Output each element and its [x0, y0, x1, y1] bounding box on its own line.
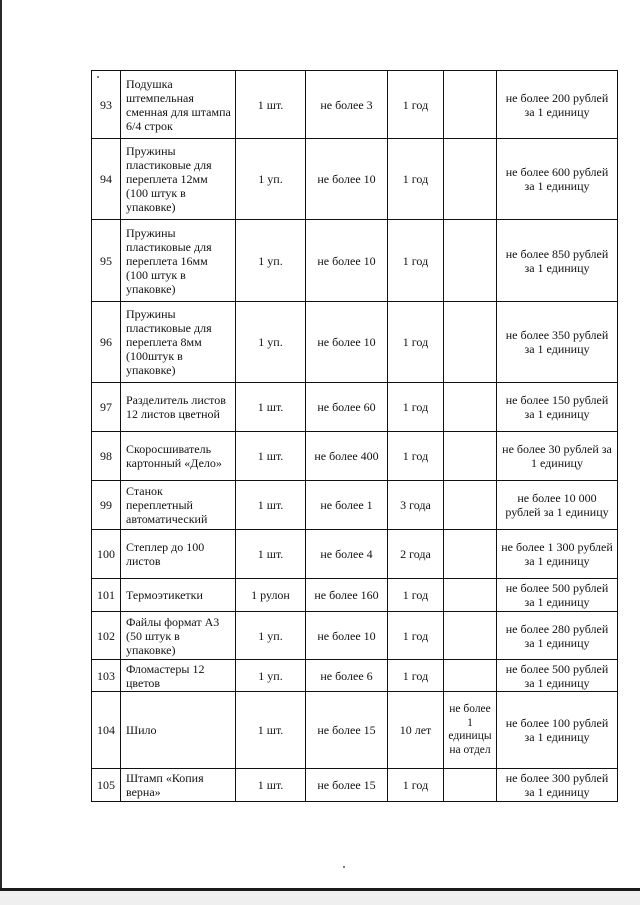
note	[444, 579, 497, 612]
quantity: не более 3	[306, 71, 388, 139]
unit: 1 шт.	[236, 530, 306, 579]
row-number: 93	[92, 71, 121, 139]
table-row	[92, 383, 618, 432]
row-number: 98	[92, 432, 121, 481]
service-term: 1 год	[388, 383, 444, 432]
unit: 1 шт.	[236, 383, 306, 432]
quantity: не более 10	[306, 302, 388, 383]
note	[444, 612, 497, 660]
quantity: не более 10	[306, 139, 388, 220]
row-number: 97	[92, 383, 121, 432]
item-name: Файлы формат А3 (50 штук в упаковке)	[121, 612, 236, 660]
service-term: 2 года	[388, 530, 444, 579]
service-term: 1 год	[388, 660, 444, 692]
unit: 1 рулон	[236, 579, 306, 612]
quantity: не более 15	[306, 692, 388, 769]
price-limit: не более 280 рублей за 1 единицу	[497, 612, 618, 660]
price-limit: не более 30 рублей за 1 единицу	[497, 432, 618, 481]
table-row	[92, 692, 618, 769]
price-limit: не более 150 рублей за 1 единицу	[497, 383, 618, 432]
note	[444, 481, 497, 530]
row-number: 94	[92, 139, 121, 220]
unit: 1 шт.	[236, 432, 306, 481]
note	[444, 71, 497, 139]
quantity: не более 160	[306, 579, 388, 612]
scan-speck	[343, 866, 345, 868]
unit: 1 уп.	[236, 660, 306, 692]
note: не более 1 единицы на отдел	[444, 692, 497, 769]
item-name: Станок переплетный автоматический	[121, 481, 236, 530]
price-limit: не более 850 рублей за 1 единицу	[497, 220, 618, 302]
item-name: Степлер до 100 листов	[121, 530, 236, 579]
unit: 1 шт.	[236, 71, 306, 139]
table-row	[92, 660, 618, 692]
price-limit: не более 500 рублей за 1 единицу	[497, 579, 618, 612]
item-name: Пружины пластиковые для переплета 8мм (100штук в упаковке)	[121, 302, 236, 383]
supplies-table	[91, 70, 618, 802]
unit: 1 уп.	[236, 612, 306, 660]
row-number: 104	[92, 692, 121, 769]
table-row	[92, 530, 618, 579]
item-name: Подушка штемпельная сменная для штампа 6/4 строк	[121, 71, 236, 139]
item-name: Штамп «Копия верна»	[121, 769, 236, 802]
item-name: Термоэтикетки	[121, 579, 236, 612]
unit: 1 шт.	[236, 769, 306, 802]
price-limit: не более 200 рублей за 1 единицу	[497, 71, 618, 139]
table-row	[92, 481, 618, 530]
price-limit: не более 500 рублей за 1 единицу	[497, 660, 618, 692]
note	[444, 220, 497, 302]
note	[444, 769, 497, 802]
unit: 1 шт.	[236, 692, 306, 769]
row-number: 95	[92, 220, 121, 302]
note	[444, 660, 497, 692]
item-name: Шило	[121, 692, 236, 769]
row-number: 101	[92, 579, 121, 612]
row-number: 100	[92, 530, 121, 579]
table-row	[92, 769, 618, 802]
item-name: Разделитель листов 12 листов цветной	[121, 383, 236, 432]
quantity: не более 60	[306, 383, 388, 432]
service-term: 3 года	[388, 481, 444, 530]
quantity: не более 10	[306, 612, 388, 660]
scan-margin	[0, 891, 640, 905]
note	[444, 139, 497, 220]
quantity: не более 4	[306, 530, 388, 579]
quantity: не более 400	[306, 432, 388, 481]
table-row	[92, 579, 618, 612]
price-limit: не более 350 рублей за 1 единицу	[497, 302, 618, 383]
table-row	[92, 302, 618, 383]
row-number: 96	[92, 302, 121, 383]
row-number: 103	[92, 660, 121, 692]
service-term: 1 год	[388, 612, 444, 660]
quantity: не более 15	[306, 769, 388, 802]
service-term: 1 год	[388, 220, 444, 302]
price-limit: не более 1 300 рублей за 1 единицу	[497, 530, 618, 579]
price-limit: не более 300 рублей за 1 единицу	[497, 769, 618, 802]
note	[444, 383, 497, 432]
item-name: Скоросшиватель картонный «Дело»	[121, 432, 236, 481]
table-row	[92, 71, 618, 139]
price-limit: не более 10 000 рублей за 1 единицу	[497, 481, 618, 530]
service-term: 10 лет	[388, 692, 444, 769]
table-row	[92, 432, 618, 481]
item-name: Пружины пластиковые для переплета 16мм (100 штук в упаковке)	[121, 220, 236, 302]
note	[444, 530, 497, 579]
item-name: Фломастеры 12 цветов	[121, 660, 236, 692]
table-row	[92, 139, 618, 220]
unit: 1 уп.	[236, 220, 306, 302]
row-number: 102	[92, 612, 121, 660]
row-number: 99	[92, 481, 121, 530]
quantity: не более 1	[306, 481, 388, 530]
quantity: не более 10	[306, 220, 388, 302]
table-row	[92, 612, 618, 660]
service-term: 1 год	[388, 302, 444, 383]
service-term: 1 год	[388, 71, 444, 139]
price-limit: не более 100 рублей за 1 единицу	[497, 692, 618, 769]
service-term: 1 год	[388, 579, 444, 612]
note	[444, 432, 497, 481]
item-name: Пружины пластиковые для переплета 12мм (100 штук в упаковке)	[121, 139, 236, 220]
row-number: 105	[92, 769, 121, 802]
service-term: 1 год	[388, 769, 444, 802]
note	[444, 302, 497, 383]
unit: 1 уп.	[236, 139, 306, 220]
page-left-edge	[0, 0, 2, 905]
service-term: 1 год	[388, 432, 444, 481]
unit: 1 шт.	[236, 481, 306, 530]
quantity: не более 6	[306, 660, 388, 692]
unit: 1 уп.	[236, 302, 306, 383]
table-row	[92, 220, 618, 302]
service-term: 1 год	[388, 139, 444, 220]
price-limit: не более 600 рублей за 1 единицу	[497, 139, 618, 220]
